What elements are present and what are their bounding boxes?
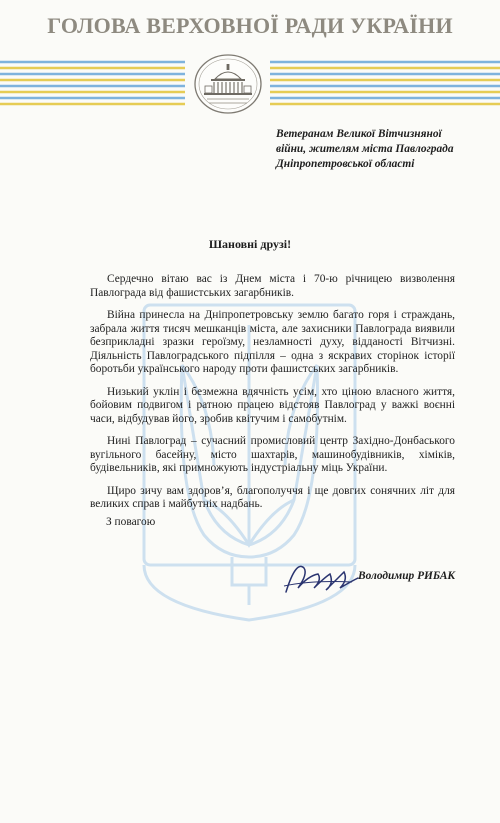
parliament-emblem-icon [193,53,263,115]
signer-name: Володимир РИБАК [358,570,456,582]
letter-paragraph: Сердечно вітаю вас із Днем міста і 70-ю річницею визволення Павлограда від фашистських загарбників. [90,273,455,299]
letter-body [90,273,455,521]
letter-paragraph: Низький уклін і безмежна вдячність усім, хто ціною власного життя, бойовим подвигом і ратною працею відстояв Павлоград у важкі воєнні часи, відбудував його, зробив квітучим і самобутнім. [90,385,455,425]
letter-paragraph: Нині Павлоград – сучасний промисловий центр Західно-Донбаського вугільного басейну, місто шахтарів, машинобудівників, хіміків, будівельників, які примножують індустріальну міць України. [90,435,455,474]
address-line: Ветеранам Великої Вітчизняної [276,128,442,140]
letterhead-title: ГОЛОВА ВЕРХОВНОЇ РАДИ УКРАЇНИ [47,13,453,38]
address-line: війни, жителям міста Павлограда [276,143,454,155]
recipient-address [276,127,491,172]
letter-greeting: Шановні друзі! [208,237,292,251]
letter-paragraph: Щиро зичу вам здоров’я, благополуччя і ще довгих сонячних літ для великих справ і майбутніх надбань. [90,484,455,510]
signature-icon [282,558,360,598]
address-line: Дніпропетровської області [276,158,415,170]
letter-closing: З повагою [106,516,156,528]
letter-paragraph: Війна принесла на Дніпропетровську землю багато горя і страждань, забрала життя тисяч мешканців міста, але захисники Павлограда виявили безприкладні зразки героїзму, незламності духу, відданості Вітчизні. Діяльність Павлоградського підпілля – одна з яскравих сторінок історії боротьби українського народу проти фашистських загарбників. [90,309,455,375]
